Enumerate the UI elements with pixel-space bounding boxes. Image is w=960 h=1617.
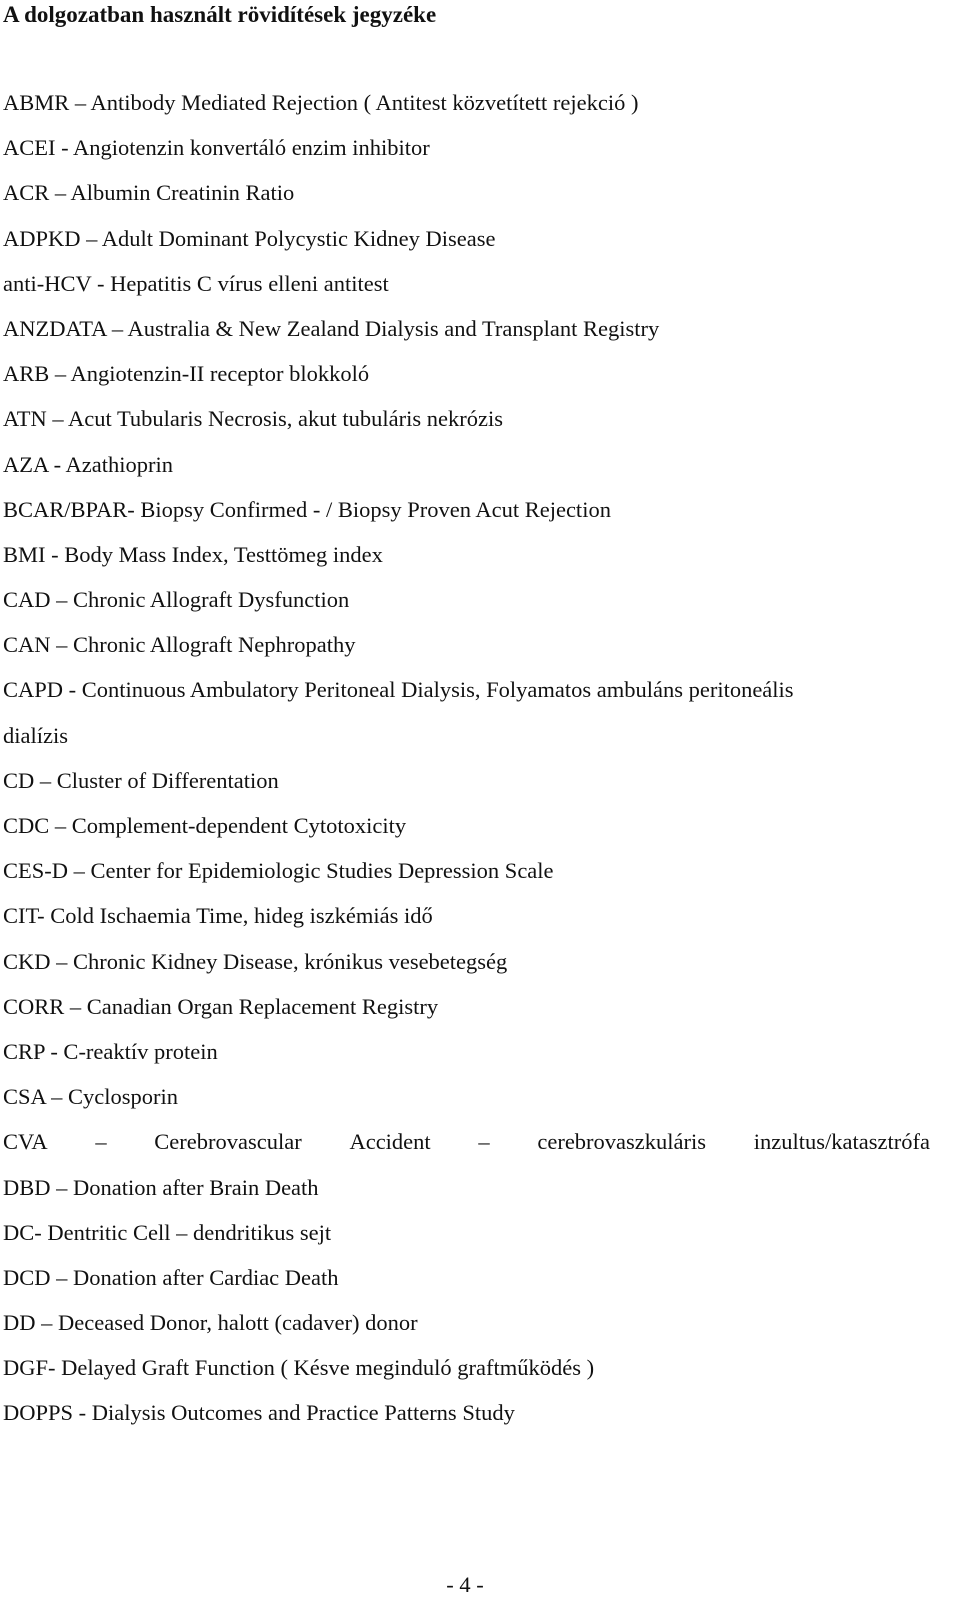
list-item: BCAR/BPAR- Biopsy Confirmed - / Biopsy Proven Acut Rejection bbox=[3, 496, 611, 522]
list-item: BMI - Body Mass Index, Testtömeg index bbox=[3, 541, 383, 567]
list-item: CES-D – Center for Epidemiologic Studies Depression Scale bbox=[3, 858, 554, 884]
list-item: CAN – Chronic Allograft Nephropathy bbox=[3, 632, 356, 658]
list-item: ACR – Albumin Creatinin Ratio bbox=[3, 180, 295, 206]
cva-word: – bbox=[478, 1129, 490, 1155]
list-item: ABMR – Antibody Mediated Rejection ( Antitest közvetített rejekció ) bbox=[3, 90, 639, 115]
list-item: CAPD - Continuous Ambulatory Peritoneal Dialysis, Folyamatos ambuláns peritoneális bbox=[3, 677, 794, 703]
list-item: ANZDATA – Australia & New Zealand Dialysis and Transplant Registry bbox=[3, 315, 660, 341]
cva-word: – bbox=[95, 1129, 107, 1155]
list-item: CAD – Chronic Allograft Dysfunction bbox=[3, 587, 350, 613]
list-item: ACEI - Angiotenzin konvertáló enzim inhibitor bbox=[3, 135, 430, 161]
cva-word: CVA bbox=[3, 1129, 48, 1155]
list-item: DOPPS - Dialysis Outcomes and Practice Patterns Study bbox=[3, 1400, 515, 1426]
cva-word: Cerebrovascular bbox=[154, 1129, 302, 1155]
list-item: ATN – Acut Tubularis Necrosis, akut tubuláris nekrózis bbox=[3, 406, 503, 432]
list-item: CDC – Complement-dependent Cytotoxicity bbox=[3, 813, 407, 838]
list-item: CORR – Canadian Organ Replacement Registry bbox=[3, 993, 439, 1019]
list-item: CSA – Cyclosporin bbox=[3, 1084, 179, 1110]
list-item: dialízis bbox=[3, 722, 68, 748]
list-item: CIT- Cold Ischaemia Time, hideg iszkémiás idő bbox=[3, 903, 433, 929]
page-number: - 4 - bbox=[446, 1572, 484, 1597]
cva-word: cerebrovaszkuláris bbox=[537, 1129, 707, 1155]
list-item: DGF- Delayed Graft Function ( Késve meginduló graftműködés ) bbox=[3, 1355, 595, 1381]
abbreviation-list bbox=[3, 86, 933, 1442]
cva-word: Accident bbox=[349, 1129, 431, 1155]
list-item: CKD – Chronic Kidney Disease, krónikus vesebetegség bbox=[3, 948, 508, 974]
page-heading: A dolgozatban használt rövidítések jegyzéke bbox=[3, 2, 437, 27]
list-item: DD – Deceased Donor, halott (cadaver) donor bbox=[3, 1310, 418, 1336]
list-item: CRP - C-reaktív protein bbox=[3, 1038, 218, 1064]
list-item: DBD – Donation after Brain Death bbox=[3, 1174, 319, 1200]
list-item: CD – Cluster of Differentation bbox=[3, 767, 279, 793]
list-item: DCD – Donation after Cardiac Death bbox=[3, 1264, 339, 1290]
list-item: anti-HCV - Hepatitis C vírus elleni antitest bbox=[3, 270, 389, 296]
list-item: DC- Dentritic Cell – dendritikus sejt bbox=[3, 1219, 332, 1245]
list-item: AZA - Azathioprin bbox=[3, 451, 173, 477]
list-item: ADPKD – Adult Dominant Polycystic Kidney Disease bbox=[3, 225, 496, 251]
list-item-cva bbox=[3, 1125, 930, 1170]
cva-word: inzultus/katasztrófa bbox=[753, 1129, 930, 1155]
list-item: ARB – Angiotenzin-II receptor blokkoló bbox=[3, 361, 370, 387]
